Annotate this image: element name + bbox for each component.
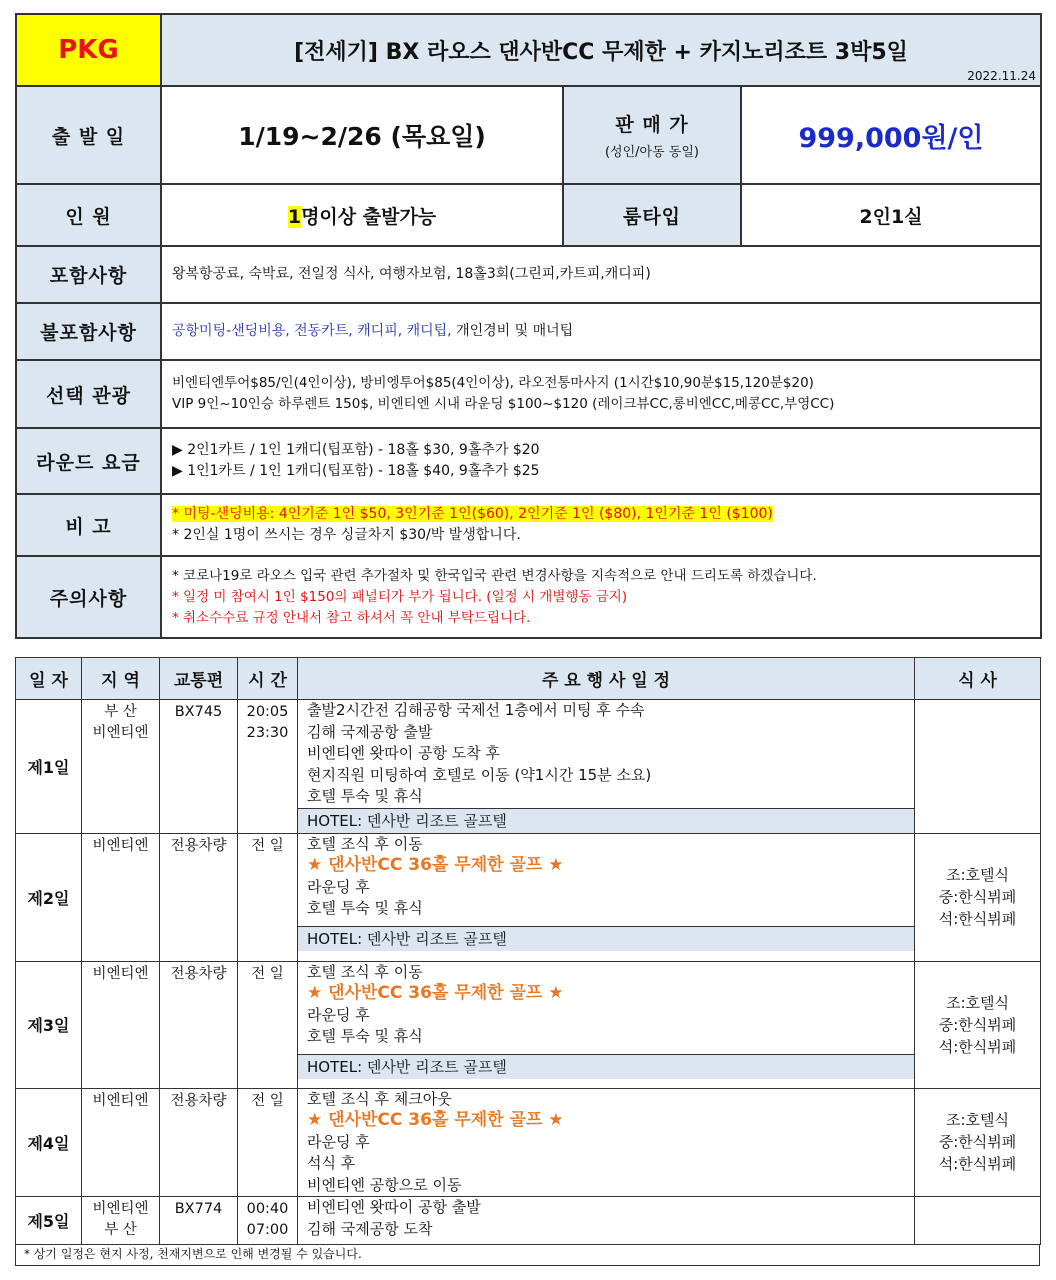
itinerary-row-day3 [16,961,1041,1088]
schedule-cell [298,1088,915,1197]
room-type-label: 룸타입 [563,184,741,246]
remark-highlight: * 미팅-샌딩비용: 4인기준 1인 $50, 3인기준 1인($60), 2인기준 1인 ($80), 1인기준 1인 ($100) [172,506,773,522]
meal-lunch: 중:한식뷔페 [938,1015,1017,1034]
time-cell: 전 일 [238,961,298,1088]
itinerary-row-day2 [16,833,1041,961]
price-label: 판 매 가 [615,114,689,136]
option-tour-line: VIP 9인~10인승 하루렌트 150$, 비엔티엔 시내 라운딩 $100~$120 (레이크뷰CC,롱비엔CC,메콩CC,부영CC) [172,396,835,412]
include-value: 왕복항공료, 숙박료, 전일정 식사, 여행자보험, 18홀3회(그린피,카트피,캐디피) [161,246,1041,303]
meal-dinner: 석:한식뷔페 [938,1037,1017,1056]
departure-value: 1/19~2/26 (목요일) [161,86,563,184]
price-label-cell [563,86,741,184]
time-cell: 전 일 [238,1088,298,1197]
meal-lunch: 중:한식뷔페 [938,1133,1017,1152]
meal-breakfast: 조:호텔식 [945,993,1009,1012]
schedule-line: 김해 국제공항 출발 [307,722,433,741]
col-header-region: 지 역 [82,658,160,700]
package-title [161,14,1041,86]
transport-cell: BX745 [160,700,238,834]
summary-table [15,13,1042,639]
col-header-schedule: 주 요 행 사 일 정 [298,658,915,700]
remark-label: 비 고 [16,494,161,556]
schedule-line: 현지직원 미팅하여 호텔로 이동 (약1시간 15분 소요) [307,765,652,784]
round-fee-label: 라운드 요금 [16,428,161,494]
region-cell: 비엔티엔 [82,1088,160,1197]
option-tour-label: 선택 관광 [16,360,161,428]
day-label: 제3일 [16,961,82,1088]
round-fee-value [161,428,1041,494]
col-header-day: 일 자 [16,658,82,700]
document-date: 2022.11.24 [967,69,1036,83]
col-header-time: 시 간 [238,658,298,700]
day-label: 제2일 [16,833,82,961]
schedule-cell [298,833,915,961]
time-cell [238,1197,298,1245]
schedule-line: 호텔 투숙 및 휴식 [307,787,423,805]
exclude-highlight: 공항미팅-샌딩비용, 전동카트, 캐디피, 캐디팁, [172,323,452,339]
time-cell: 전 일 [238,833,298,961]
golf-highlight: ★ 댄사반CC 36홀 무제한 골프 ★ [307,983,564,1003]
meal-cell [915,961,1041,1088]
time-value: 07:00 [246,1222,289,1238]
room-type-value: 2인1실 [741,184,1041,246]
col-header-transport: 교통편 [160,658,238,700]
schedule-line: 호텔 투숙 및 휴식 [307,1027,423,1045]
itinerary-footnote: * 상기 일정은 현지 사정, 천재지변으로 인해 변경될 수 있습니다. [15,1244,1040,1266]
itinerary-table [15,657,1041,1245]
meal-cell [915,1197,1041,1245]
region-cell: 비엔티엔 [82,961,160,1088]
hotel-line: HOTEL: 덴사반 리조트 골프텔 [298,808,914,833]
pkg-badge: PKG [16,14,161,86]
people-min-count: 1 [287,205,302,228]
day-label: 제4일 [16,1088,82,1197]
day-label: 제1일 [16,700,82,834]
region-cell [82,700,160,834]
time-value: 00:40 [246,1201,289,1217]
notice-line-red: * 일정 미 참여시 1인 $150의 패널티가 부가 됩니다. (일정 시 개별행동 금지) [172,588,628,605]
schedule-cell [298,1197,915,1245]
col-header-meals: 식 사 [915,658,1041,700]
schedule-line: 호텔 투숙 및 휴식 [307,899,423,917]
schedule-cell [298,961,915,1088]
people-label: 인 원 [16,184,161,246]
meal-cell [915,1088,1041,1197]
itinerary-row-day4 [16,1088,1041,1197]
people-value [161,184,563,246]
include-label: 포함사항 [16,246,161,303]
schedule-line: 라운딩 후 [307,1005,370,1024]
transport-cell: 전용차량 [160,961,238,1088]
departure-label: 출 발 일 [16,86,161,184]
schedule-line: 출발2시간전 김해공항 국제선 1층에서 미팅 후 수속 [307,701,645,719]
transport-cell: 전용차량 [160,1088,238,1197]
round-fee-line: ▶ 2인1카트 / 1인 1캐디(팁포함) - 18홀 $30, 9홀추가 $20 [172,442,540,458]
schedule-line: 호텔 조식 후 체크아웃 [307,1089,452,1108]
region-cell [82,1197,160,1245]
region-name: 부 산 [104,704,137,720]
meal-cell [915,833,1041,961]
meal-lunch: 중:한식뷔페 [938,888,1017,906]
notice-line-red: * 취소수수료 규정 안내서 참고 하셔서 꼭 안내 부탁드립니다. [172,609,531,626]
remark-line: * 2인실 1명이 쓰시는 경우 싱글차지 $30/박 발생합니다. [172,527,521,543]
region-name: 비엔티엔 [92,1201,149,1217]
schedule-line: 김해 국제공항 도착 [307,1219,433,1238]
schedule-line: 비엔티엔 공항으로 이동 [307,1175,462,1194]
option-tour-line: 비엔티엔투어$85/인(4인이상), 방비엥투어$85(4인이상), 라오전통마사지 (1시간$10,90분$15,120분$20) [172,375,814,391]
time-cell [238,700,298,834]
meal-dinner: 석:한식뷔페 [938,910,1017,928]
people-value-text: 명이상 출발가능 [301,205,437,228]
itinerary-row-day5 [16,1197,1041,1245]
transport-cell: BX774 [160,1197,238,1245]
hotel-line: HOTEL: 덴사반 리조트 골프텔 [298,926,914,951]
price-value: 999,000원/인 [741,86,1041,184]
region-name: 비엔티엔 [92,725,149,741]
schedule-line: 호텔 조식 후 이동 [307,834,423,853]
price-sub-label: (성인/아동 동일) [604,145,699,160]
exclude-rest: 개인경비 및 매너팁 [451,323,574,339]
notice-label: 주의사항 [16,556,161,638]
schedule-line: 비엔티엔 왓따이 공항 출발 [307,1198,481,1216]
round-fee-line: ▶ 1인1카트 / 1인 1캐디(팁포함) - 18홀 $40, 9홀추가 $25 [172,463,540,479]
itinerary-row-day1 [16,700,1041,834]
transport-cell: 전용차량 [160,833,238,961]
notice-line: * 코로나19로 라오스 입국 관련 추가절차 및 한국입국 관련 변경사항을 지속적으로 안내 드리도록 하겠습니다. [172,567,817,584]
meal-breakfast: 조:호텔식 [945,1111,1009,1130]
time-value: 23:30 [246,725,289,741]
notice-value [161,556,1041,638]
meal-dinner: 석:한식뷔페 [938,1155,1017,1174]
schedule-line: 라운딩 후 [307,1132,370,1151]
region-name: 부 산 [104,1222,137,1238]
meal-cell [915,700,1041,834]
golf-highlight: ★ 댄사반CC 36홀 무제한 골프 ★ [307,855,564,875]
option-tour-value [161,360,1041,428]
remark-value [161,494,1041,556]
day-label: 제5일 [16,1197,82,1245]
meal-breakfast: 조:호텔식 [945,866,1009,884]
exclude-value [161,303,1041,360]
schedule-line: 라운딩 후 [307,877,370,896]
schedule-line: 비엔티엔 왓따이 공항 도착 후 [307,744,500,762]
golf-highlight: ★ 댄사반CC 36홀 무제한 골프 ★ [307,1110,564,1130]
time-value: 20:05 [246,704,289,720]
schedule-line: 석식 후 [307,1154,356,1172]
schedule-cell [298,700,915,834]
region-cell: 비엔티엔 [82,833,160,961]
hotel-line: HOTEL: 덴사반 리조트 골프텔 [298,1054,914,1079]
schedule-line: 호텔 조식 후 이동 [307,962,423,981]
exclude-label: 불포함사항 [16,303,161,360]
package-title-text: [전세기] BX 라오스 댄사반CC 무제한 + 카지노리조트 3박5일 [294,39,908,65]
